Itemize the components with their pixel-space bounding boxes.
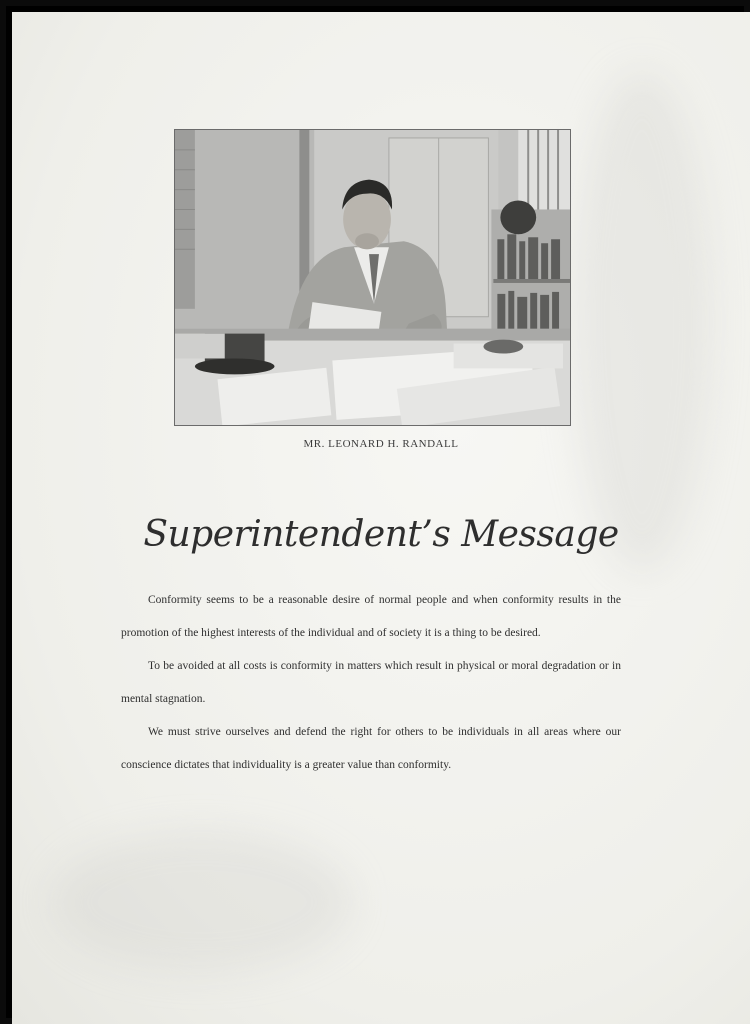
photograph-of-man-at-desk-icon [175,130,570,425]
paper-stain [572,72,712,572]
message-body [121,584,621,782]
superintendent-photo [174,129,571,426]
paragraph: We must strive ourselves and defend the right for others to be individuals in all areas where our conscience dictates that individuality is a greater value than conformity. [121,726,621,771]
paper-stain [52,832,352,972]
paragraph: Conformity seems to be a reasonable desire of normal people and when conformity results in the promotion of the highest interests of the individual and of society it is a thing to be desired. [121,594,621,639]
photo-caption: MR. LEONARD H. RANDALL [303,438,459,450]
document-page [12,12,750,1024]
paragraph: To be avoided at all costs is conformity in matters which result in physical or moral degradation or in mental stagnation. [121,660,621,705]
page-title: Superintendent’s Message [143,514,619,555]
